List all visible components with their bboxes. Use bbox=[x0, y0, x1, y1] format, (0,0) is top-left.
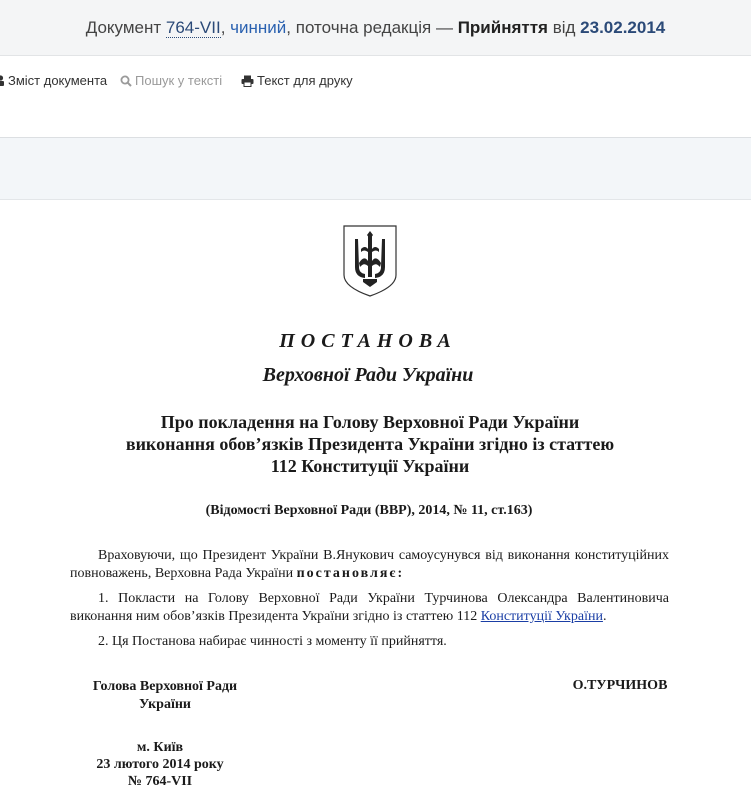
document-number-link[interactable]: 764-VII bbox=[165, 18, 221, 37]
document-status-line: Документ 764-VII, чинний, поточна редакція — Прийняття від 23.02.2014 bbox=[85, 18, 666, 37]
place: м. Київ bbox=[136, 740, 184, 755]
edition-label: поточна редакція — bbox=[295, 18, 453, 37]
clause-1-paragraph: 1. Покласти на Голову Верховної Ради України Турчинова Олександра Валентиновича виконання ним обов’язків Президента України згідно із статтею 112 Конституції України. bbox=[70, 591, 669, 624]
resolves-word: постановляє: bbox=[296, 566, 405, 581]
search-icon bbox=[120, 75, 132, 87]
print-text-button[interactable] bbox=[241, 73, 353, 88]
issuer-heading: Верховної Ради України bbox=[262, 364, 474, 386]
clause-2-paragraph bbox=[70, 633, 669, 651]
document-status-bar bbox=[0, 0, 751, 56]
contents-label: Зміст документа bbox=[8, 73, 108, 88]
preamble-text: Враховуючи, що Президент України В.Янукович самоусунувся від виконання конституційних повноважень, Верховна Рада України bbox=[70, 548, 669, 581]
document-number: № 764-VII bbox=[127, 774, 193, 789]
document-toolbar bbox=[0, 56, 751, 112]
preamble-paragraph bbox=[70, 547, 669, 583]
contents-button[interactable] bbox=[0, 73, 107, 88]
toolbar-divider bbox=[0, 112, 751, 138]
clause-2-text: 2. Ця Постанова набирає чинності з моменту її прийняття. bbox=[98, 634, 447, 649]
title-line: виконання обов’язків Президента України згідно із статтею bbox=[125, 434, 615, 454]
list-icon bbox=[0, 75, 5, 87]
trident-emblem-icon bbox=[343, 225, 397, 297]
edition-date: 23.02.2014 bbox=[580, 18, 666, 37]
printer-icon bbox=[241, 75, 254, 87]
search-in-text-button[interactable] bbox=[120, 73, 222, 88]
title-line: Про покладення на Голову Верховної Ради України bbox=[160, 412, 580, 432]
place-and-date bbox=[60, 739, 260, 790]
adoption-date: 23 лютого 2014 року bbox=[96, 757, 224, 772]
document-status: чинний bbox=[230, 18, 287, 37]
from-label: від bbox=[552, 18, 576, 37]
constitution-link[interactable]: Конституції України bbox=[480, 609, 603, 624]
title-line: 112 Конституції України bbox=[270, 456, 470, 476]
publication-source: (Відомості Верховної Ради (ВВР), 2014, № 11, ст.163) bbox=[205, 503, 533, 518]
event-label: Прийняття bbox=[457, 18, 548, 37]
info-band bbox=[0, 138, 751, 200]
signatory-name: О.ТУРЧИНОВ bbox=[572, 678, 668, 693]
document-title bbox=[60, 411, 680, 477]
search-label: Пошук у тексті bbox=[135, 73, 223, 88]
status-prefix: Документ bbox=[85, 18, 162, 37]
signatory-position: Голова Верховної Ради України bbox=[92, 679, 238, 712]
clause-1-text: 1. Покласти на Голову Верховної Ради України Турчинова Олександра Валентиновича виконання ним обов’язків Президента України згідно із статтею 112 bbox=[70, 591, 669, 624]
print-label: Текст для друку bbox=[257, 73, 353, 88]
document-type-heading: ПОСТАНОВА bbox=[279, 330, 457, 352]
